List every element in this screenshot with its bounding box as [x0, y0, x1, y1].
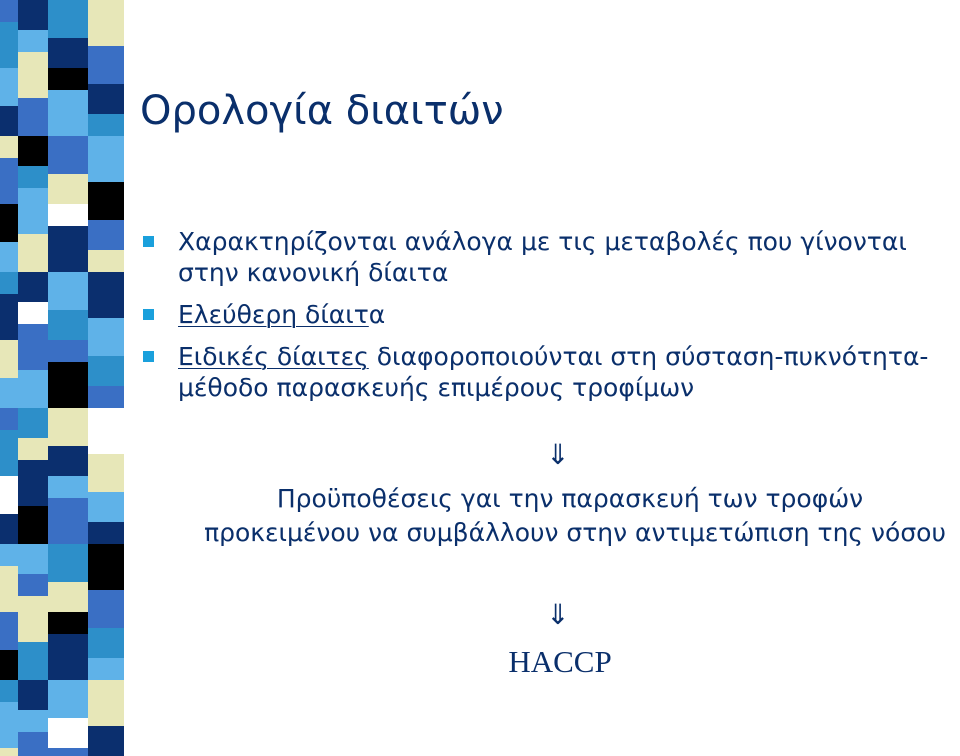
strip-block — [48, 136, 88, 174]
square-bullet-icon — [143, 236, 154, 247]
strip-block — [88, 84, 124, 114]
prerequisite-line-1: Προϋποθέσεις γαι την παρασκευή των τροφών — [276, 484, 864, 513]
strip-block — [88, 46, 124, 84]
strip-block — [18, 596, 48, 642]
strip-block — [48, 68, 88, 90]
strip-block — [0, 158, 18, 204]
strip-block — [18, 272, 48, 302]
strip-block — [0, 340, 18, 378]
strip-block — [48, 476, 88, 498]
bullet-list — [140, 226, 940, 414]
strip-column — [88, 0, 124, 756]
strip-block — [88, 590, 124, 628]
strip-block — [88, 726, 124, 756]
strip-block — [18, 136, 48, 166]
strip-block — [48, 174, 88, 204]
strip-block — [88, 522, 124, 544]
strip-block — [88, 680, 124, 726]
strip-block — [18, 30, 48, 52]
strip-block — [88, 0, 124, 46]
strip-block — [0, 650, 18, 680]
strip-block — [18, 642, 48, 680]
strip-block — [48, 718, 88, 748]
strip-block — [88, 408, 124, 454]
strip-block — [0, 702, 18, 748]
strip-block — [18, 506, 48, 544]
bullet-text: α — [368, 300, 386, 329]
strip-block — [18, 710, 48, 732]
strip-block — [18, 408, 48, 438]
bullet-text: διαφοροποιούνται στη σύσταση-πυκνότητα-μέθοδο παρασκευής επιμέρους τροφίμων — [178, 342, 929, 402]
strip-block — [0, 378, 18, 408]
strip-block — [18, 324, 48, 370]
strip-block — [0, 0, 18, 22]
strip-block — [88, 272, 124, 318]
strip-block — [0, 612, 18, 650]
strip-block — [48, 0, 88, 38]
strip-block — [88, 658, 124, 680]
special-diets-link[interactable]: Ειδικές δίαιτες — [178, 342, 369, 371]
strip-column — [48, 0, 88, 756]
strip-block — [88, 136, 124, 182]
strip-block — [0, 68, 18, 106]
strip-block — [0, 544, 18, 566]
strip-block — [18, 234, 48, 272]
slide-title: Ορολογία διαιτών — [140, 88, 504, 134]
bullet-item — [140, 226, 940, 288]
strip-column — [18, 0, 48, 756]
strip-block — [18, 52, 48, 98]
square-bullet-icon — [143, 309, 154, 320]
bullet-item — [140, 341, 940, 403]
strip-block — [48, 748, 88, 756]
strip-column — [0, 0, 18, 756]
strip-block — [48, 498, 88, 544]
strip-block — [0, 204, 18, 242]
strip-block — [88, 492, 124, 522]
strip-block — [48, 634, 88, 680]
strip-block — [18, 732, 48, 756]
strip-block — [0, 476, 18, 514]
strip-block — [0, 566, 18, 612]
strip-block — [48, 544, 88, 582]
strip-block — [88, 628, 124, 658]
strip-block — [88, 356, 124, 386]
bullet-item — [140, 299, 940, 330]
strip-block — [18, 574, 48, 596]
strip-block — [88, 544, 124, 590]
strip-block — [48, 582, 88, 612]
strip-block — [88, 250, 124, 272]
strip-block — [48, 226, 88, 272]
strip-block — [48, 680, 88, 718]
strip-block — [88, 318, 124, 356]
haccp-label: HACCP — [508, 644, 612, 679]
strip-block — [0, 136, 18, 158]
strip-block — [0, 242, 18, 272]
strip-block — [0, 408, 18, 430]
strip-block — [48, 310, 88, 340]
strip-block — [18, 188, 48, 234]
free-diet-link[interactable]: Ελεύθερη δίαιτ — [178, 300, 369, 329]
strip-block — [88, 182, 124, 220]
strip-block — [18, 302, 48, 324]
strip-block — [0, 680, 18, 702]
strip-block — [48, 204, 88, 226]
strip-block — [88, 386, 124, 408]
strip-block — [48, 362, 88, 408]
strip-block — [18, 0, 48, 30]
strip-block — [88, 114, 124, 136]
strip-block — [88, 454, 124, 492]
bullet-text: Χαρακτηρίζονται ανάλογα με τις μεταβολές που γίνονται στην κανονική δίαιτα — [178, 227, 907, 287]
strip-block — [48, 272, 88, 310]
down-arrow-icon: ⇓ — [546, 598, 570, 631]
strip-block — [48, 612, 88, 634]
strip-block — [0, 294, 18, 340]
strip-block — [0, 430, 18, 476]
strip-block — [18, 544, 48, 574]
decorative-side-strip — [0, 0, 124, 756]
down-arrow-icon: ⇓ — [546, 438, 570, 471]
strip-block — [18, 370, 48, 408]
strip-block — [88, 220, 124, 250]
strip-block — [18, 166, 48, 188]
strip-block — [0, 514, 18, 544]
strip-block — [18, 680, 48, 710]
prerequisite-line-2: προκειμένου να συμβάλλουν στην αντιμετώπιση της νόσου — [204, 518, 946, 547]
strip-block — [48, 408, 88, 446]
strip-block — [0, 748, 18, 756]
strip-block — [0, 22, 18, 68]
strip-block — [0, 272, 18, 294]
strip-block — [48, 340, 88, 362]
square-bullet-icon — [143, 351, 154, 362]
strip-block — [18, 438, 48, 460]
strip-block — [48, 446, 88, 476]
strip-block — [18, 460, 48, 506]
strip-block — [18, 98, 48, 136]
strip-block — [0, 106, 18, 136]
strip-block — [48, 90, 88, 136]
strip-block — [48, 38, 88, 68]
